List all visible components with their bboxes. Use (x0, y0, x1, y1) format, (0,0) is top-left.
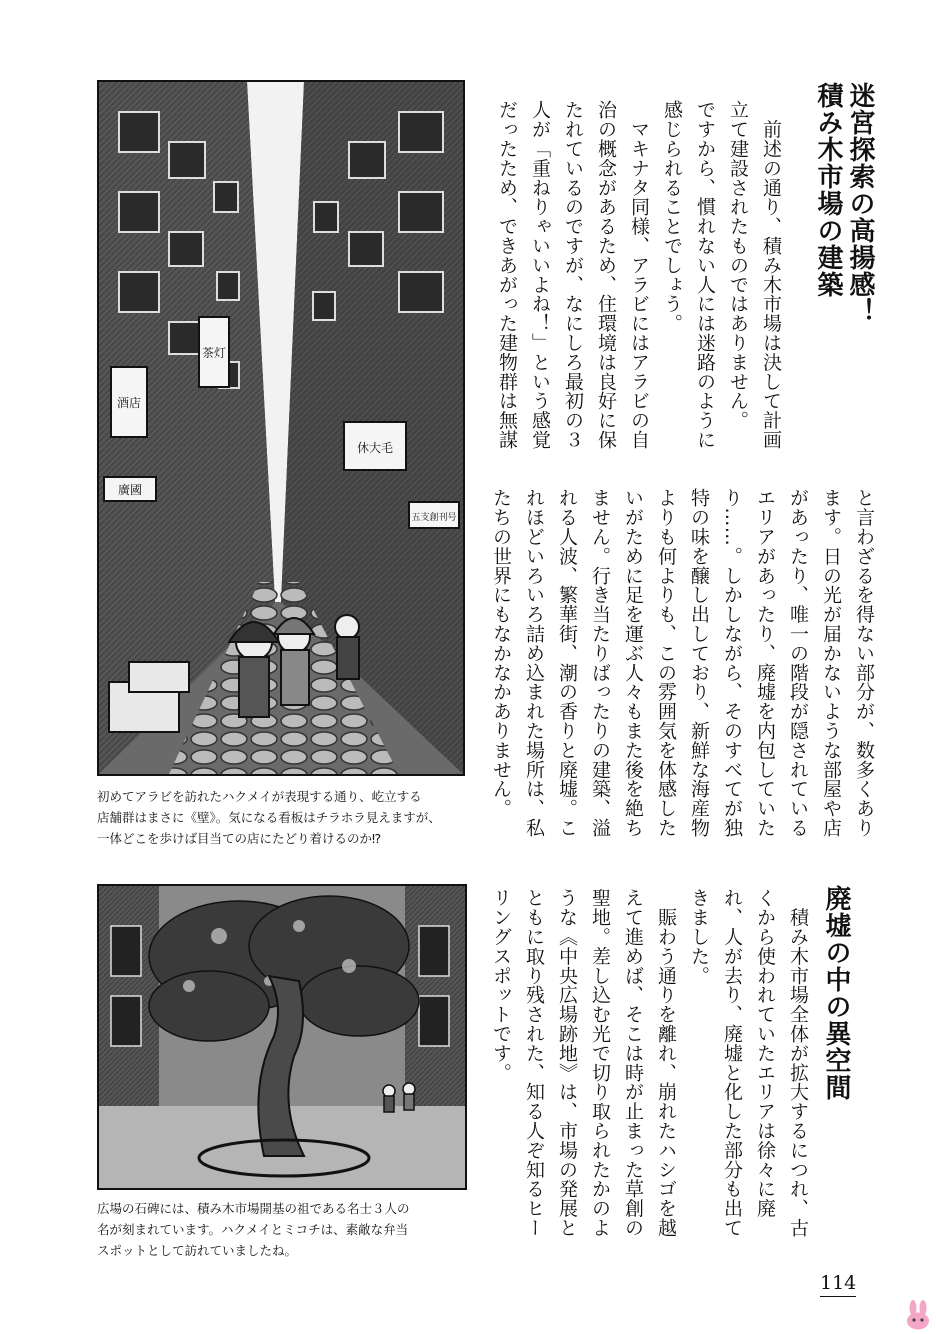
sign-text: 休大毛 (356, 441, 394, 455)
section2-heading: 廃墟の中の異空間 (821, 885, 851, 1101)
sign-text: 廣國 (117, 483, 143, 497)
page-number: 114 (820, 1272, 856, 1297)
caption-line: 初めてアラビを訪れたハクメイが表現する通り、屹立する (97, 789, 422, 804)
caption-line: 名が刻まれています。ハクメイとミコチは、素敵な弁当 (97, 1222, 409, 1237)
image2-caption (97, 1198, 410, 1261)
section1-body-lower: と言わざるを得ない部分が、数多くあり ます。日の光が届かないような部屋や店 があったり、唯一の階段が隠されている エリアがあったり、廃墟を内包していた り……。しかしながら、そのすべてが独 特の味を醸し出しており、新鮮な海産物 よりも何よりも、この雰囲気を体感した いがために足を運ぶ人々もまた後を絶ち ません。行き当たりばったりの建築、溢 れる人波、繁華街、潮の香りと廃墟。こ れほどいろいろ詰め込まれた場所は、私 たちの世界にもなかなかありません。 (490, 488, 875, 838)
rabbit-mascot-icon (903, 1300, 933, 1330)
caption-line: 一体どこを歩けば目当ての店にたどり着けるのか⁉ (97, 831, 382, 846)
caption-line: 広場の石碑には、積み木市場開基の祖である名士３人の (97, 1201, 410, 1216)
caption-line: スポットとして訪れていましたね。 (97, 1243, 298, 1258)
sign-text: 酒店 (116, 396, 142, 410)
section2-body: 積み木市場全体が拡大するにつれ、古 くから使われていたエリアは徐々に廃 れ、人が去り、廃墟と化した部分も出て きました。 賑わう通りを離れ、崩れたハシゴを越 えて進めば、そこは時が止まった草創の 聖地。差し込む光で切り取られたかのよ うな《中央広場跡地》は、市場の発展と ともに取り残された、知る人ぞ知るヒー リングスポットです。 (490, 888, 809, 1238)
plaza-tree-illustration (97, 884, 467, 1190)
market-street-illustration (97, 80, 465, 776)
section1-heading: 迷宮探索の高揚感！ 積み木市場の建築 (813, 82, 875, 325)
section1-body-upper: 前述の通り、積み木市場は決して計画 立て建設されたものではありません。 ですから、慣れない人には迷路のように 感じられることでしょう。 マキナタ同様、アラビにはアラビの自 治の概念があるため、住環境は良好に保 たれているのですが、なにしろ最初の３ 人が「重ねりゃいいよね！」という感覚 だったため、できあがった建物群は無謀 (496, 100, 782, 450)
sign-text: 茶灯 (201, 346, 227, 360)
image1-caption (97, 786, 441, 849)
caption-line: 店舗群はまさに《壁》。気になる看板はチラホラ見えますが、 (97, 810, 441, 825)
sign-text: 五支創刊号 (411, 513, 457, 523)
